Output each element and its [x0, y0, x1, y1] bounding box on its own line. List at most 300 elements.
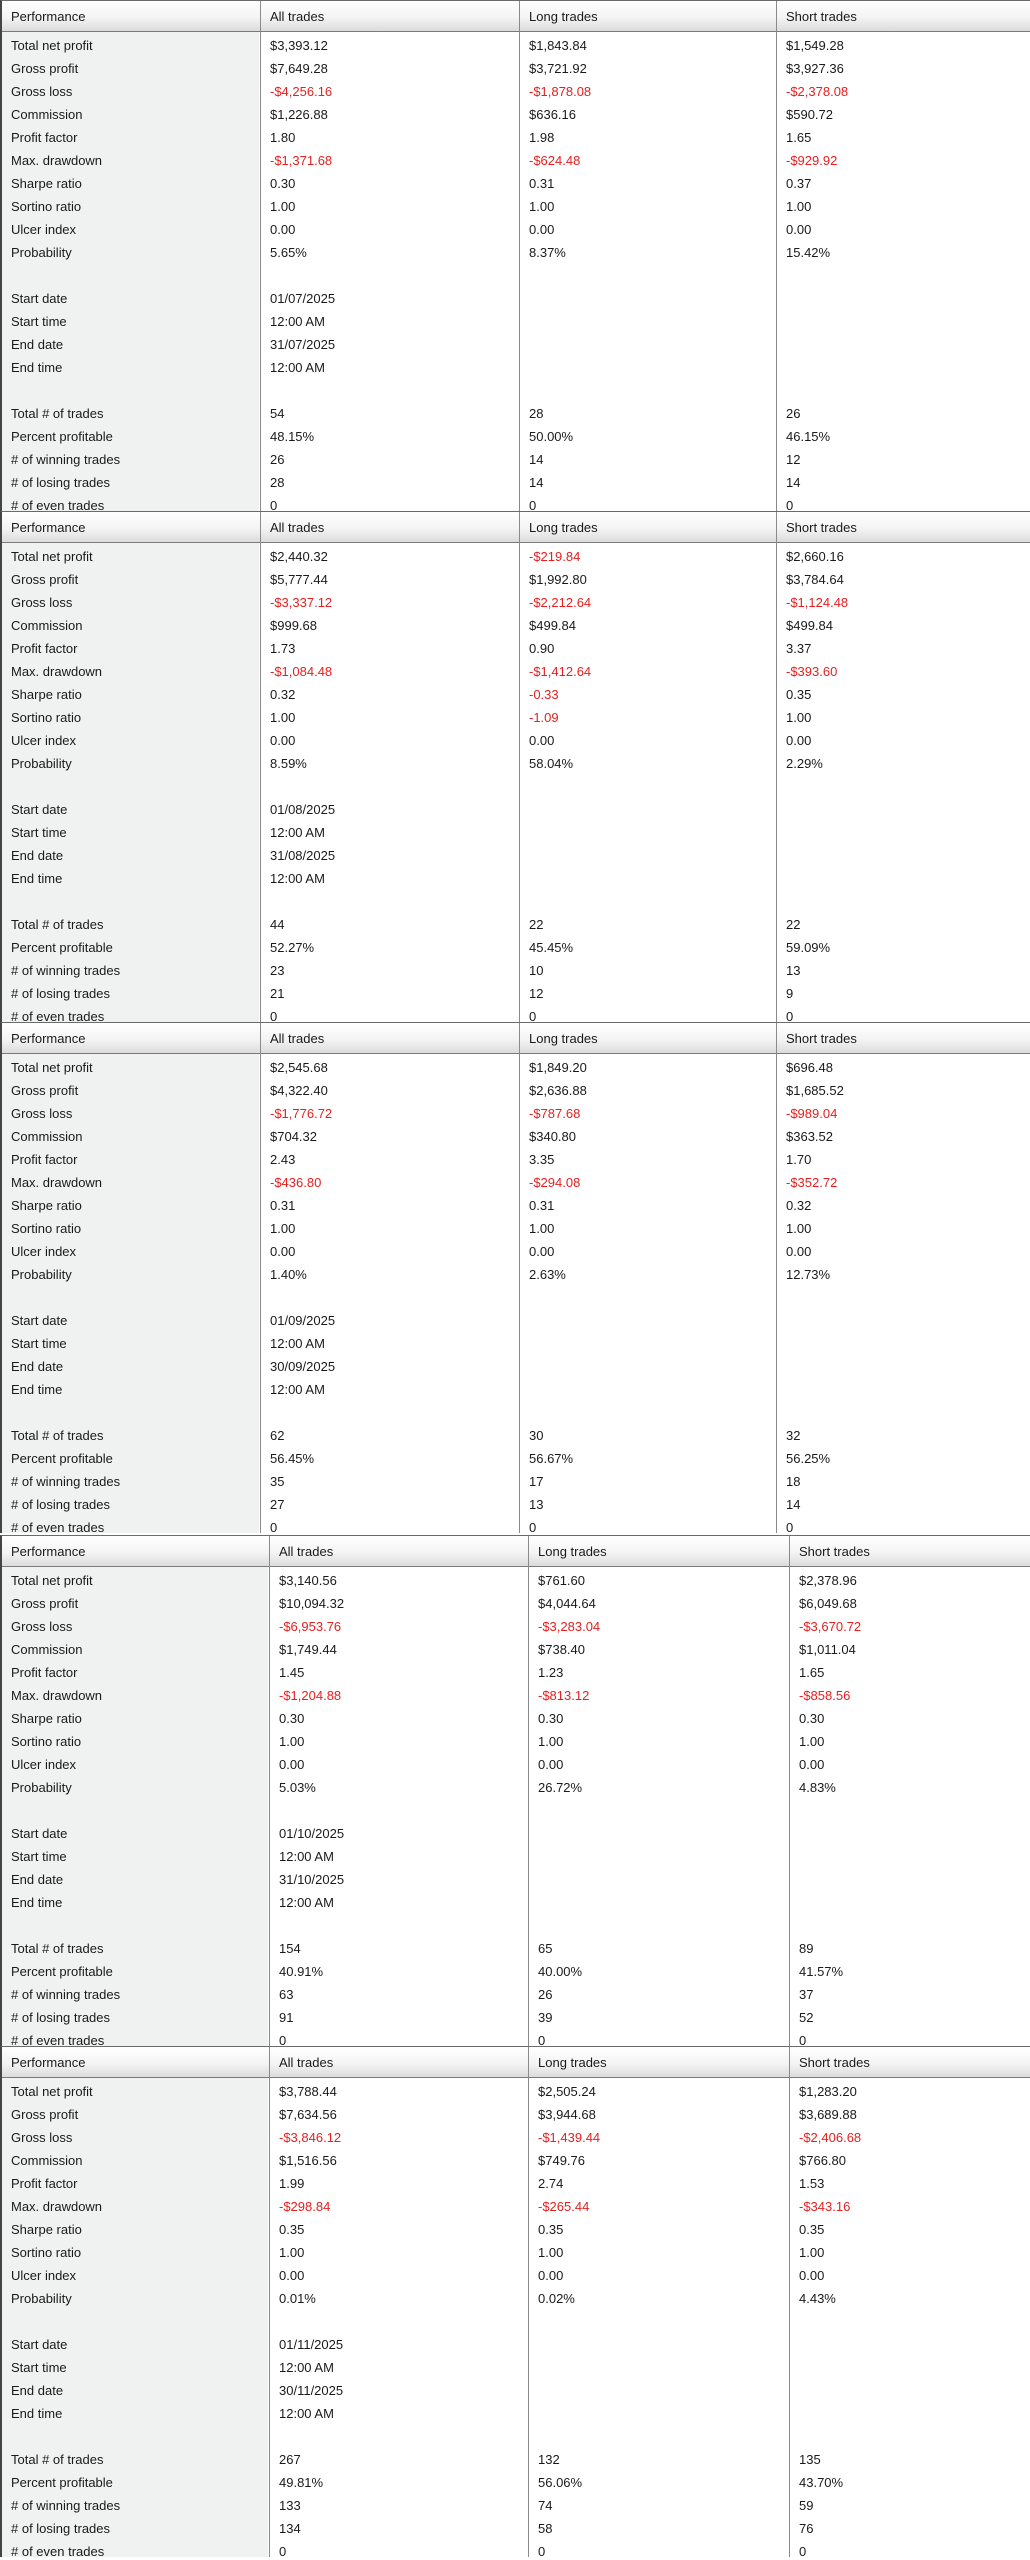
cell-short-trades: 0.32: [786, 1198, 812, 1213]
table-row: [2, 798, 1030, 821]
cell-long-trades: 30: [529, 1428, 544, 1443]
cell-long-trades: $1,992.80: [529, 572, 587, 587]
row-label: Commission: [11, 618, 83, 633]
row-label: Percent profitable: [11, 1451, 113, 1466]
cell-long-trades: -$1,878.08: [529, 84, 592, 99]
cell-long-trades: 14: [529, 475, 544, 490]
table-row: [2, 2029, 1030, 2046]
header-performance[interactable]: Performance: [11, 2055, 86, 2070]
table-row: [2, 2287, 1030, 2310]
cell-all-trades: $2,545.68: [270, 1060, 328, 1075]
cell-long-trades: 1.00: [538, 2245, 564, 2260]
table-header: [2, 1536, 1030, 1567]
header-performance[interactable]: Performance: [11, 520, 86, 535]
cell-all-trades: $704.32: [270, 1129, 317, 1144]
cell-short-trades: 0: [799, 2033, 807, 2046]
cell-long-trades: 0.00: [538, 1757, 564, 1772]
table-row: [2, 471, 1030, 494]
cell-all-trades: 0.00: [279, 1757, 305, 1772]
table-row: [2, 1753, 1030, 1776]
cell-long-trades: 0: [529, 1520, 537, 1533]
cell-short-trades: $499.84: [786, 618, 833, 633]
cell-all-trades: 0.01%: [279, 2291, 316, 2306]
table-row: [2, 1937, 1030, 1960]
cell-short-trades: -$929.92: [786, 153, 838, 168]
cell-long-trades: 2.63%: [529, 1267, 566, 1282]
table-row: [2, 1355, 1030, 1378]
table-row: [2, 614, 1030, 637]
table-row: [2, 1240, 1030, 1263]
cell-all-trades: -$3,846.12: [279, 2130, 342, 2145]
spacer-row: [2, 379, 1030, 402]
table-row: [2, 2333, 1030, 2356]
cell-all-trades: 0.35: [279, 2222, 305, 2237]
cell-long-trades: 0.31: [529, 176, 555, 191]
cell-short-trades: 1.00: [786, 1221, 812, 1236]
table-row: [2, 149, 1030, 172]
row-label: Start date: [11, 802, 68, 817]
cell-short-trades: 135: [799, 2452, 821, 2467]
row-label: # of winning trades: [11, 1987, 121, 2002]
cell-all-trades: -$1,371.68: [270, 153, 333, 168]
cell-all-trades: 63: [279, 1987, 294, 2002]
spacer-row: [2, 1401, 1030, 1424]
cell-short-trades: 3.37: [786, 641, 812, 656]
cell-long-trades: $761.60: [538, 1573, 585, 1588]
header-short-trades[interactable]: Short trades: [786, 520, 857, 535]
cell-all-trades: 0.32: [270, 687, 296, 702]
cell-short-trades: $363.52: [786, 1129, 833, 1144]
cell-short-trades: -$343.16: [799, 2199, 851, 2214]
cell-all-trades: 0: [279, 2544, 287, 2557]
table-row: [2, 729, 1030, 752]
cell-short-trades: 56.25%: [786, 1451, 831, 1466]
table-row: [2, 103, 1030, 126]
row-label: Commission: [11, 1642, 83, 1657]
cell-long-trades: 0.90: [529, 641, 555, 656]
performance-panel: [0, 1535, 1030, 2046]
cell-short-trades: 9: [786, 986, 794, 1001]
header-long-trades[interactable]: Long trades: [538, 2055, 607, 2070]
row-label: # of losing trades: [11, 2010, 111, 2025]
row-label: Commission: [11, 1129, 83, 1144]
header-long-trades[interactable]: Long trades: [538, 1544, 607, 1559]
table-row: [2, 425, 1030, 448]
cell-short-trades: 0.37: [786, 176, 812, 191]
cell-long-trades: 0.35: [538, 2222, 564, 2237]
cell-long-trades: 26.72%: [538, 1780, 583, 1795]
header-all-trades[interactable]: All trades: [279, 2055, 334, 2070]
cell-long-trades: 0.31: [529, 1198, 555, 1213]
cell-short-trades: $1,283.20: [799, 2084, 857, 2099]
table-row: [2, 1569, 1030, 1592]
cell-all-trades: -$298.84: [279, 2199, 331, 2214]
cell-short-trades: $3,689.88: [799, 2107, 857, 2122]
cell-long-trades: 0: [538, 2033, 546, 2046]
table-row: [2, 333, 1030, 356]
cell-short-trades: $1,011.04: [799, 1642, 856, 1657]
table-row: [2, 683, 1030, 706]
cell-short-trades: 4.83%: [799, 1780, 836, 1795]
cell-all-trades: 0: [270, 1520, 278, 1533]
row-label: Max. drawdown: [11, 153, 103, 168]
row-label: # of even trades: [11, 2033, 105, 2046]
cell-all-trades: 0.31: [270, 1198, 296, 1213]
cell-all-trades: 1.00: [270, 710, 296, 725]
cell-all-trades: 0.00: [270, 222, 296, 237]
cell-long-trades: 12: [529, 986, 544, 1001]
header-performance[interactable]: Performance: [11, 1544, 86, 1559]
table-row: [2, 2103, 1030, 2126]
table-row: [2, 2172, 1030, 2195]
cell-short-trades: 1.65: [786, 130, 812, 145]
cell-short-trades: 52: [799, 2010, 814, 2025]
cell-short-trades: -$858.56: [799, 1688, 851, 1703]
row-label: Profit factor: [11, 2176, 78, 2191]
row-label: Probability: [11, 245, 72, 260]
table-row: [2, 1378, 1030, 1401]
table-row: [2, 195, 1030, 218]
cell-short-trades: 46.15%: [786, 429, 831, 444]
cell-short-trades: 0.00: [799, 1757, 825, 1772]
row-label: End time: [11, 1895, 63, 1910]
cell-long-trades: 0.00: [538, 2268, 564, 2283]
cell-all-trades: 31/07/2025: [270, 337, 336, 352]
row-label: Start time: [11, 2360, 67, 2375]
table-row: [2, 1424, 1030, 1447]
cell-all-trades: $3,788.44: [279, 2084, 337, 2099]
cell-long-trades: $2,636.88: [529, 1083, 587, 1098]
cell-all-trades: 0.00: [279, 2268, 305, 2283]
cell-all-trades: $1,749.44: [279, 1642, 337, 1657]
row-label: End date: [11, 848, 64, 863]
row-label: # of losing trades: [11, 475, 111, 490]
table-row: [2, 2448, 1030, 2471]
header-long-trades[interactable]: Long trades: [529, 520, 598, 535]
row-label: Ulcer index: [11, 1757, 77, 1772]
spacer-row: [2, 264, 1030, 287]
cell-all-trades: $5,777.44: [270, 572, 328, 587]
row-label: Max. drawdown: [11, 2199, 103, 2214]
cell-long-trades: 28: [529, 406, 544, 421]
spacer-row: [2, 1286, 1030, 1309]
cell-all-trades: -$1,204.88: [279, 1688, 342, 1703]
table-row: [2, 1056, 1030, 1079]
cell-all-trades: 28: [270, 475, 285, 490]
cell-long-trades: -$1,439.44: [538, 2130, 601, 2145]
performance-panel: [0, 1022, 1030, 1533]
row-label: Gross loss: [11, 84, 73, 99]
cell-all-trades: 44: [270, 917, 285, 932]
table-row: [2, 913, 1030, 936]
cell-long-trades: 1.00: [529, 1221, 555, 1236]
cell-all-trades: -$6,953.76: [279, 1619, 342, 1634]
table-row: [2, 660, 1030, 683]
row-label: End time: [11, 1382, 63, 1397]
table-row: [2, 2402, 1030, 2425]
cell-short-trades: 0: [786, 1009, 794, 1022]
cell-short-trades: 0.35: [799, 2222, 825, 2237]
table-row: [2, 310, 1030, 333]
cell-short-trades: 41.57%: [799, 1964, 844, 1979]
table-header: [2, 1023, 1030, 1054]
table-row: [2, 34, 1030, 57]
header-short-trades[interactable]: Short trades: [786, 9, 857, 24]
cell-long-trades: $3,944.68: [538, 2107, 596, 2122]
row-label: Sortino ratio: [11, 199, 82, 214]
header-long-trades[interactable]: Long trades: [529, 1031, 598, 1046]
cell-all-trades: $1,516.56: [279, 2153, 337, 2168]
row-label: Start date: [11, 2337, 68, 2352]
table-row: [2, 1730, 1030, 1753]
row-label: Percent profitable: [11, 940, 113, 955]
table-header: [2, 512, 1030, 543]
row-label: Max. drawdown: [11, 1175, 103, 1190]
row-label: Gross profit: [11, 572, 79, 587]
cell-all-trades: 01/07/2025: [270, 291, 336, 306]
header-long-trades[interactable]: Long trades: [529, 9, 598, 24]
header-all-trades[interactable]: All trades: [270, 9, 325, 24]
cell-all-trades: 0.30: [270, 176, 296, 191]
row-label: Start time: [11, 1849, 67, 1864]
cell-all-trades: 91: [279, 2010, 294, 2025]
cell-all-trades: 267: [279, 2452, 301, 2467]
cell-short-trades: 0: [799, 2544, 807, 2557]
table-row: [2, 1960, 1030, 1983]
row-label: Gross profit: [11, 1596, 79, 1611]
row-label: Sortino ratio: [11, 2245, 82, 2260]
cell-long-trades: 0.02%: [538, 2291, 575, 2306]
table-row: [2, 982, 1030, 1005]
cell-all-trades: 0.00: [270, 733, 296, 748]
cell-all-trades: 1.45: [279, 1665, 305, 1680]
row-label: # of winning trades: [11, 1474, 121, 1489]
cell-short-trades: $2,660.16: [786, 549, 844, 564]
table-row: [2, 936, 1030, 959]
table-row: [2, 1171, 1030, 1194]
table-row: [2, 1983, 1030, 2006]
cell-long-trades: -$294.08: [529, 1175, 581, 1190]
table-row: [2, 1125, 1030, 1148]
cell-long-trades: 45.45%: [529, 940, 574, 955]
cell-short-trades: -$2,406.68: [799, 2130, 862, 2145]
row-label: Sortino ratio: [11, 1221, 82, 1236]
cell-short-trades: 1.00: [786, 710, 812, 725]
table-row: [2, 2471, 1030, 2494]
cell-short-trades: 14: [786, 475, 801, 490]
cell-long-trades: 56.06%: [538, 2475, 583, 2490]
table-row: [2, 867, 1030, 890]
cell-long-trades: 22: [529, 917, 544, 932]
header-all-trades[interactable]: All trades: [270, 520, 325, 535]
performance-panel: [0, 2046, 1030, 2557]
table-row: [2, 1684, 1030, 1707]
cell-long-trades: $636.16: [529, 107, 576, 122]
cell-all-trades: $999.68: [270, 618, 317, 633]
cell-all-trades: 01/11/2025: [279, 2337, 344, 2352]
row-label: Sharpe ratio: [11, 1198, 82, 1213]
row-label: Percent profitable: [11, 429, 113, 444]
cell-all-trades: 48.15%: [270, 429, 315, 444]
cell-all-trades: 12:00 AM: [270, 1382, 325, 1397]
cell-long-trades: 14: [529, 452, 544, 467]
row-label: End time: [11, 360, 63, 375]
header-all-trades[interactable]: All trades: [270, 1031, 325, 1046]
row-label: Sortino ratio: [11, 710, 82, 725]
table-row: [2, 402, 1030, 425]
cell-short-trades: $1,549.28: [786, 38, 844, 53]
row-label: # of losing trades: [11, 1497, 111, 1512]
cell-all-trades: 5.03%: [279, 1780, 316, 1795]
cell-all-trades: 26: [270, 452, 285, 467]
table-row: [2, 2379, 1030, 2402]
cell-long-trades: 132: [538, 2452, 560, 2467]
spacer-row: [2, 1799, 1030, 1822]
table-row: [2, 80, 1030, 103]
table-header: [2, 1, 1030, 32]
table-row: [2, 1592, 1030, 1615]
row-label: Total net profit: [11, 2084, 93, 2099]
header-all-trades[interactable]: All trades: [279, 1544, 334, 1559]
table-row: [2, 568, 1030, 591]
cell-short-trades: $3,784.64: [786, 572, 844, 587]
row-label: Commission: [11, 2153, 83, 2168]
table-row: [2, 57, 1030, 80]
cell-all-trades: 30/11/2025: [279, 2383, 344, 2398]
header-short-trades[interactable]: Short trades: [786, 1031, 857, 1046]
header-short-trades[interactable]: Short trades: [799, 2055, 870, 2070]
table-row: [2, 2494, 1030, 2517]
cell-all-trades: 56.45%: [270, 1451, 315, 1466]
cell-all-trades: 12:00 AM: [270, 314, 325, 329]
cell-all-trades: 0: [270, 498, 278, 511]
cell-short-trades: 37: [799, 1987, 814, 2002]
table-body: [2, 545, 1030, 1022]
row-label: Start date: [11, 1826, 68, 1841]
row-label: Profit factor: [11, 130, 78, 145]
row-label: Sharpe ratio: [11, 2222, 82, 2237]
cell-all-trades: -$1,776.72: [270, 1106, 333, 1121]
cell-short-trades: 43.70%: [799, 2475, 844, 2490]
table-row: [2, 1470, 1030, 1493]
header-performance[interactable]: Performance: [11, 1031, 86, 1046]
cell-all-trades: 5.65%: [270, 245, 307, 260]
table-row: [2, 241, 1030, 264]
cell-short-trades: $696.48: [786, 1060, 833, 1075]
cell-short-trades: 1.00: [799, 1734, 825, 1749]
cell-all-trades: 30/09/2025: [270, 1359, 336, 1374]
row-label: Start time: [11, 314, 67, 329]
table-row: [2, 591, 1030, 614]
table-body: [2, 1569, 1030, 2046]
cell-long-trades: 74: [538, 2498, 553, 2513]
table-row: [2, 1309, 1030, 1332]
cell-all-trades: 1.00: [270, 1221, 296, 1236]
cell-short-trades: 12: [786, 452, 801, 467]
cell-long-trades: $3,721.92: [529, 61, 587, 76]
row-label: Probability: [11, 2291, 72, 2306]
cell-long-trades: 0.30: [538, 1711, 564, 1726]
row-label: # of winning trades: [11, 452, 121, 467]
cell-long-trades: $340.80: [529, 1129, 576, 1144]
cell-short-trades: 4.43%: [799, 2291, 836, 2306]
cell-all-trades: 12:00 AM: [279, 2360, 334, 2375]
cell-all-trades: 31/10/2025: [279, 1872, 345, 1887]
cell-short-trades: $6,049.68: [799, 1596, 857, 1611]
cell-short-trades: 0.35: [786, 687, 812, 702]
row-label: Ulcer index: [11, 1244, 77, 1259]
cell-long-trades: $749.76: [538, 2153, 585, 2168]
row-label: Profit factor: [11, 1665, 78, 1680]
cell-long-trades: 1.23: [538, 1665, 564, 1680]
row-label: Commission: [11, 107, 83, 122]
row-label: Profit factor: [11, 1152, 78, 1167]
cell-long-trades: $1,843.84: [529, 38, 587, 53]
cell-all-trades: 27: [270, 1497, 285, 1512]
cell-all-trades: 35: [270, 1474, 285, 1489]
cell-short-trades: -$1,124.48: [786, 595, 849, 610]
table-row: [2, 1263, 1030, 1286]
cell-all-trades: 40.91%: [279, 1964, 324, 1979]
cell-long-trades: 17: [529, 1474, 544, 1489]
row-label: Total net profit: [11, 1573, 93, 1588]
cell-long-trades: 1.00: [538, 1734, 564, 1749]
cell-short-trades: $590.72: [786, 107, 833, 122]
row-label: Start time: [11, 825, 67, 840]
cell-all-trades: 21: [270, 986, 285, 1001]
header-short-trades[interactable]: Short trades: [799, 1544, 870, 1559]
row-label: # of even trades: [11, 1520, 105, 1533]
cell-long-trades: 10: [529, 963, 544, 978]
row-label: End date: [11, 1872, 64, 1887]
row-label: Gross loss: [11, 595, 73, 610]
cell-all-trades: 134: [279, 2521, 301, 2536]
row-label: # of winning trades: [11, 2498, 121, 2513]
cell-all-trades: 0: [279, 2033, 287, 2046]
cell-all-trades: 12:00 AM: [270, 825, 325, 840]
row-label: Total # of trades: [11, 917, 104, 932]
table-row: [2, 172, 1030, 195]
cell-short-trades: 0: [786, 498, 794, 511]
cell-long-trades: 50.00%: [529, 429, 574, 444]
cell-short-trades: $3,927.36: [786, 61, 844, 76]
cell-long-trades: $1,849.20: [529, 1060, 587, 1075]
cell-short-trades: 0.30: [799, 1711, 825, 1726]
table-row: [2, 1005, 1030, 1022]
table-row: [2, 1516, 1030, 1533]
table-row: [2, 1217, 1030, 1240]
cell-short-trades: 89: [799, 1941, 814, 1956]
cell-long-trades: 2.74: [538, 2176, 564, 2191]
row-label: Total # of trades: [11, 2452, 104, 2467]
spacer-row: [2, 2310, 1030, 2333]
row-label: Gross profit: [11, 61, 79, 76]
cell-long-trades: 40.00%: [538, 1964, 583, 1979]
table-row: [2, 1493, 1030, 1516]
table-body: [2, 34, 1030, 511]
table-row: [2, 545, 1030, 568]
cell-all-trades: $1,226.88: [270, 107, 328, 122]
cell-all-trades: 1.00: [279, 2245, 305, 2260]
cell-long-trades: 58.04%: [529, 756, 574, 771]
table-row: [2, 356, 1030, 379]
cell-short-trades: 26: [786, 406, 801, 421]
cell-all-trades: $7,634.56: [279, 2107, 337, 2122]
row-label: Gross loss: [11, 1106, 73, 1121]
cell-short-trades: 0: [786, 1520, 794, 1533]
header-performance[interactable]: Performance: [11, 9, 86, 24]
row-label: Sharpe ratio: [11, 1711, 82, 1726]
